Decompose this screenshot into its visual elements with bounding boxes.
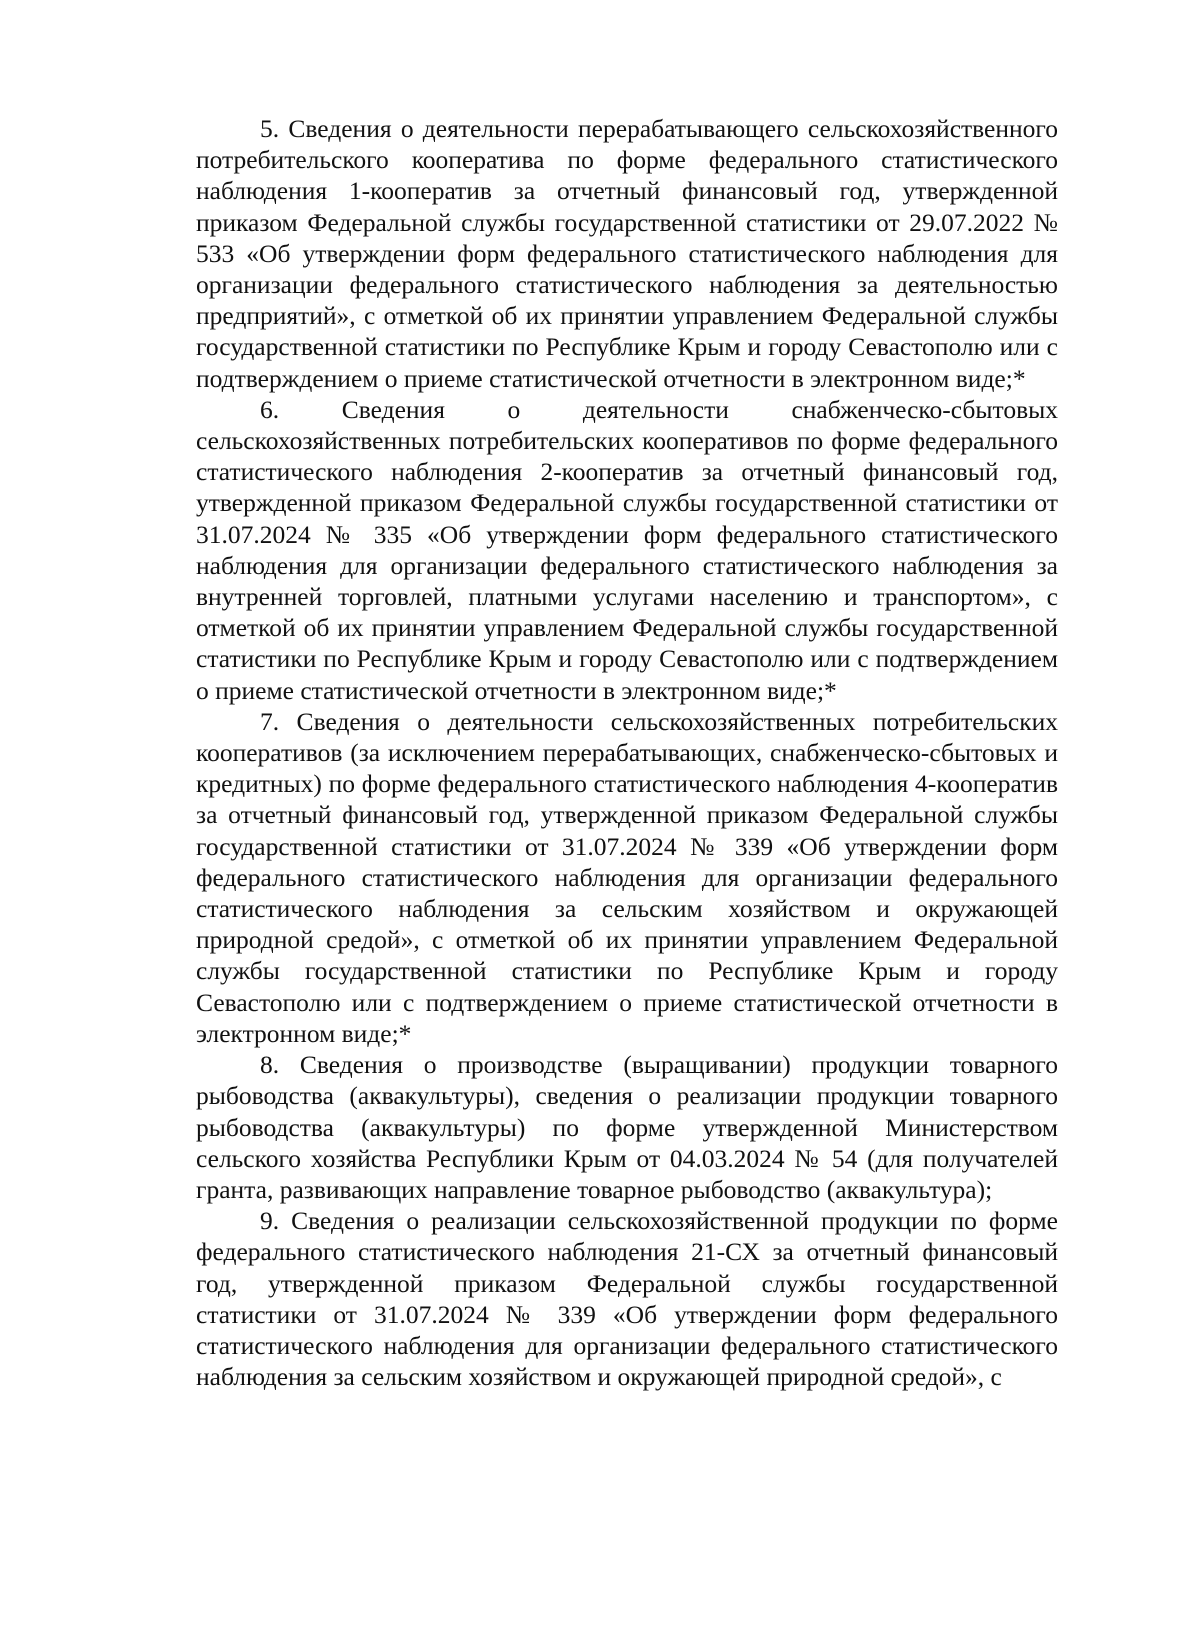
paragraph-item-9: 9. Сведения о реализации сельскохозяйственной продукции по форме федерального статистического наблюдения 21-СХ за отчетный финансовый год, утвержденной приказом Федеральной службы государственной статистики от 31.07.2024 № 339 «Об утверждении форм федерального статистического наблюдения для организации федерального статистического наблюдения за сельским хозяйством и окружающей природной средой», с — [196, 1206, 1058, 1392]
paragraph-item-6: 6. Сведения о деятельности снабженческо-сбытовых сельскохозяйственных потребительских кооперативов по форме федерального статистического наблюдения 2-кооператив за отчетный финансовый год, утвержденной приказом Федеральной службы государственной статистики от 31.07.2024 № 335 «Об утверждении форм федерального статистического наблюдения для организации федерального статистического наблюдения за внутренней торговлей, платными услугами населению и транспортом», с отметкой об их принятии управлением Федеральной службы государственной статистики по Республике Крым и городу Севастополю или с подтверждением о приеме статистической отчетности в электронном виде;* — [196, 394, 1058, 705]
document-body — [196, 113, 1058, 1392]
paragraph-item-7: 7. Сведения о деятельности сельскохозяйственных потребительских кооперативов (за исключением перерабатывающих, снабженческо-сбытовых и кредитных) по форме федерального статистического наблюдения 4-кооператив за отчетный финансовый год, утвержденной приказом Федеральной службы государственной статистики от 31.07.2024 № 339 «Об утверждении форм федерального статистического наблюдения для организации федерального статистического наблюдения за сельским хозяйством и окружающей природной средой», с отметкой об их принятии управлением Федеральной службы государственной статистики по Республике Крым и городу Севастополю или с подтверждением о приеме статистической отчетности в электронном виде;* — [196, 706, 1058, 1048]
paragraph-item-5: 5. Сведения о деятельности перерабатывающего сельскохозяйственного потребительского кооператива по форме федерального статистического наблюдения 1-кооператив за отчетный финансовый год, утвержденной приказом Федеральной службы государственной статистики от 29.07.2022 № 533 «Об утверждении форм федерального статистического наблюдения для организации федерального статистического наблюдения за деятельностью предприятий», с отметкой об их принятии управлением Федеральной службы государственной статистики по Республике Крым и городу Севастополю или с подтверждением о приеме статистической отчетности в электронном виде;* — [196, 114, 1058, 393]
paragraph-item-8: 8. Сведения о производстве (выращивании) продукции товарного рыбоводства (аквакультуры), сведения о реализации продукции товарного рыбоводства (аквакультуры) по форме утвержденной Министерством сельского хозяйства Республики Крым от 04.03.2024 № 54 (для получателей гранта, развивающих направление товарное рыбоводство (аквакультура); — [196, 1050, 1058, 1204]
